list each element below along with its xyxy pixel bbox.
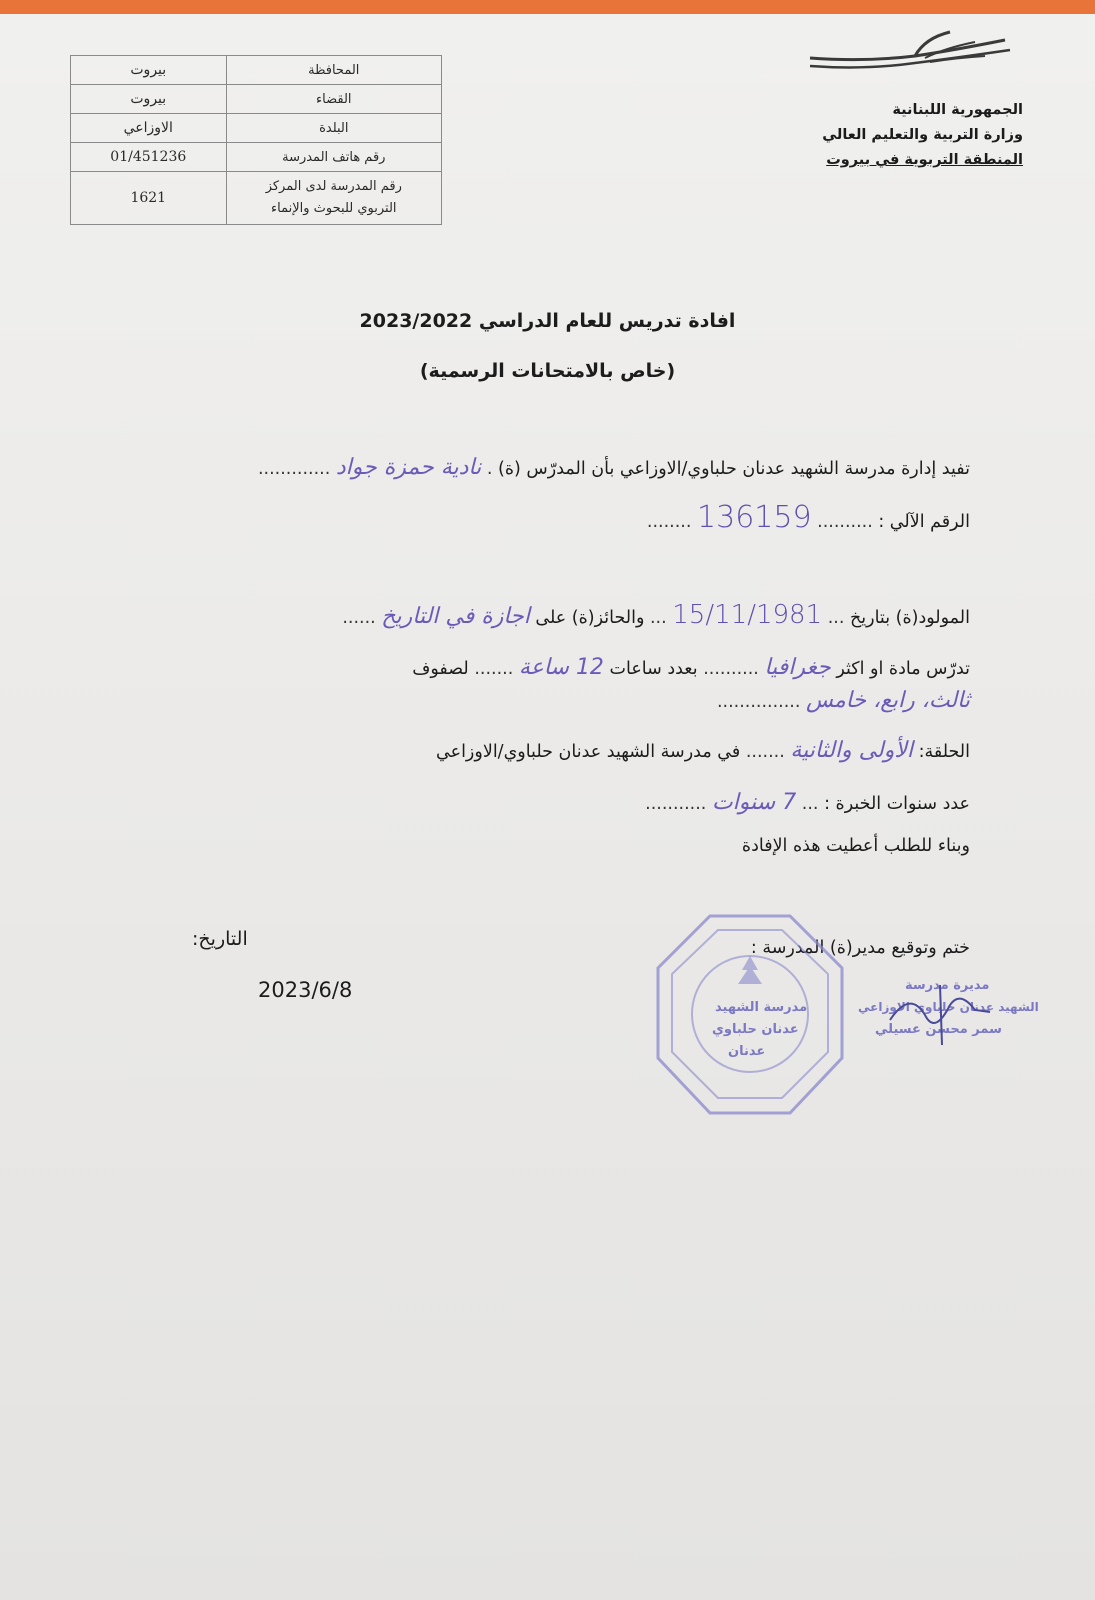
dotted-fill: ...............: [716, 692, 801, 712]
dotted-fill: ...: [827, 608, 845, 628]
dotted-fill: .: [486, 459, 493, 479]
director-stamp-line: سمر محسن عسيلي: [875, 1022, 1002, 1037]
school-info-table: [70, 55, 442, 225]
open-book-logo-icon: [805, 28, 1020, 88]
dotted-fill: ........: [646, 512, 692, 532]
birth-degree-line: [342, 600, 970, 630]
director-stamp-line: الشهيد عدنان حلباوي الاوزاعي: [858, 1000, 1039, 1014]
school-stamp-seal: [650, 908, 850, 1123]
dotted-fill: .............: [257, 459, 331, 479]
table-cell-value: 1621: [71, 172, 227, 225]
classes-label: لصفوف: [412, 659, 469, 679]
document-subtitle: (خاص بالامتحانات الرسمية): [419, 360, 676, 382]
table-cell-value: بيروت: [71, 85, 227, 114]
born-label: المولود(ة) بتاريخ: [849, 608, 970, 628]
id-number-handwritten: 136159: [697, 500, 812, 535]
ministry-letterhead: [822, 98, 1023, 173]
experience-handwritten: 7 سنوات: [711, 790, 797, 815]
table-cell-label: القضاء: [226, 85, 441, 114]
teaches-label: تدرّس مادة او اكثر: [836, 659, 970, 679]
document-title: افادة تدريس للعام الدراسي 2023/2022: [359, 310, 736, 332]
date-value: 2023/6/8: [258, 978, 353, 1002]
hours-label: بعدد ساعات: [609, 659, 698, 679]
director-signature-icon: [880, 980, 1000, 1050]
dotted-fill: ..........: [703, 659, 759, 679]
top-orange-strip: [0, 0, 1095, 14]
table-cell-label-line: رقم المدرسة لدى المركز: [265, 179, 402, 194]
holder-label: والحائز(ة) على: [535, 608, 645, 628]
table-cell-label-line: التربوي للبحوث والإنماء: [271, 201, 397, 216]
table-cell-label: البلدة: [226, 114, 441, 143]
dotted-fill: ...: [801, 794, 819, 814]
classes-line: [717, 688, 970, 713]
table-cell-value: الاوزاعي: [71, 114, 227, 143]
cycle-handwritten: الأولى والثانية: [790, 738, 913, 763]
id-line: [647, 500, 970, 535]
letterhead-ministry: وزارة التربية والتعليم العالي: [822, 127, 1023, 143]
table-cell-value: 01/451236: [71, 143, 227, 172]
school-phrase: في مدرسة الشهيد عدنان حلباوي/الاوزاعي: [436, 742, 741, 762]
dotted-fill: ...........: [645, 794, 707, 814]
letterhead-country: الجمهورية اللبنانية: [892, 102, 1023, 118]
experience-label: عدد سنوات الخبرة :: [824, 794, 970, 814]
closing-line: وبناء للطلب أعطيت هذه الإفادة: [741, 836, 970, 856]
subject-handwritten: جغرافيا: [764, 655, 831, 680]
table-row: [71, 114, 442, 143]
table-row: [71, 56, 442, 85]
subject-hours-line: [412, 655, 970, 680]
cycle-line: [436, 738, 970, 763]
dotted-fill: ..........: [817, 512, 873, 532]
dotted-fill: .......: [745, 742, 785, 762]
hours-handwritten: 12 ساعة: [518, 655, 604, 680]
teacher-name-handwritten: نادية حمزة جواد: [335, 455, 482, 480]
intro-line: [258, 455, 970, 480]
table-cell-label: [226, 172, 441, 225]
table-row: [71, 143, 442, 172]
dotted-fill: ...: [649, 608, 667, 628]
intro-text: تفيد إدارة مدرسة الشهيد عدنان حلباوي/الاوزاعي بأن المدرّس (ة): [498, 459, 970, 479]
experience-line: [645, 790, 970, 815]
table-cell-label: رقم هاتف المدرسة: [226, 143, 441, 172]
birth-date-handwritten: 15/11/1981: [672, 600, 823, 630]
stamp-center-line: عدنان: [728, 1044, 766, 1059]
date-label: التاريخ:: [192, 928, 248, 950]
director-stamp-line: مديرة مدرسة: [905, 978, 990, 993]
table-cell-value: بيروت: [71, 56, 227, 85]
dotted-fill: .......: [474, 659, 514, 679]
signature-label: ختم وتوقيع مدير(ة) المدرسة :: [750, 938, 970, 958]
stamp-center-line: مدرسة الشهيد: [715, 1000, 808, 1015]
classes-handwritten: ثالث، رابع، خامس: [805, 688, 970, 713]
letterhead-region: المنطقة التربوية في بيروت: [826, 152, 1023, 168]
stamp-center-line: عدنان حلباوي: [712, 1022, 799, 1037]
dotted-fill: ......: [342, 608, 376, 628]
table-cell-label: المحافظة: [226, 56, 441, 85]
cycle-label: الحلقة:: [918, 742, 970, 762]
table-row: [71, 85, 442, 114]
table-row: [71, 172, 442, 225]
id-label: الرقم الآلي :: [878, 512, 970, 532]
degree-handwritten: اجازة في التاريخ: [381, 604, 530, 629]
